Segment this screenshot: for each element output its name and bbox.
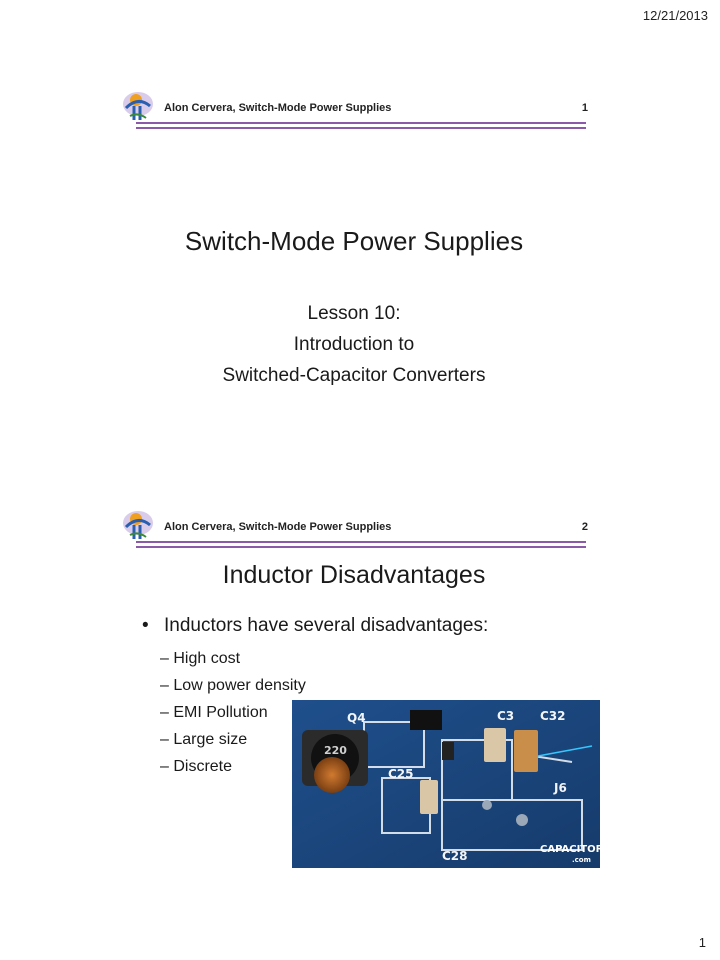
- board-label: J6: [554, 781, 567, 795]
- page-date: 12/21/2013: [642, 8, 708, 23]
- subtitle-line: Introduction to: [293, 334, 415, 355]
- sub-bullet-list: [160, 645, 306, 780]
- sub-bullet-item: – Low power density: [160, 677, 306, 694]
- watermark-text: .com: [572, 856, 591, 864]
- slide-number: 2: [581, 521, 588, 533]
- sub-bullet-item: – Large size: [160, 731, 248, 748]
- subtitle-line: Lesson 10:: [307, 303, 401, 324]
- slide-title: Inductor Disadvantages: [222, 561, 486, 589]
- slide-subtitle: [120, 298, 588, 391]
- bullet-item: [142, 615, 488, 637]
- slide-2: [120, 507, 629, 907]
- slide-1: [120, 88, 588, 488]
- university-logo-icon: [120, 507, 156, 543]
- header-rule: [136, 541, 586, 543]
- slide-header: [120, 507, 588, 551]
- circuit-board-photo: [292, 700, 629, 868]
- board-label: C3: [497, 709, 515, 723]
- board-label: C28: [442, 849, 468, 863]
- page-number: 1: [698, 935, 706, 950]
- board-label: 220: [324, 744, 347, 757]
- board-label: C32: [540, 709, 566, 723]
- slide-title: Switch-Mode Power Supplies: [184, 226, 524, 256]
- university-logo-icon: [120, 88, 156, 124]
- sub-bullet-item: – Discrete: [160, 758, 233, 775]
- slide-header: [120, 88, 588, 132]
- sub-bullet-item: – EMI Pollution: [160, 704, 268, 721]
- header-course-text: Alon Cervera, Switch-Mode Power Supplies: [164, 521, 392, 533]
- circuit-board-image: [292, 700, 629, 868]
- subtitle-line: Switched-Capacitor Converters: [222, 365, 486, 386]
- bullet-text: Inductors have several disadvantages:: [164, 615, 489, 636]
- bullet-dot: •: [142, 615, 149, 636]
- sub-bullet-item: – High cost: [160, 650, 241, 667]
- board-label: C25: [388, 767, 414, 781]
- board-label: Q4: [347, 711, 366, 725]
- header-course-text: Alon Cervera, Switch-Mode Power Supplies: [164, 102, 392, 114]
- header-rule: [136, 122, 586, 124]
- header-rule: [136, 546, 586, 548]
- header-rule: [136, 127, 586, 129]
- watermark-text: CAPACITOR LAB: [540, 844, 629, 855]
- slide-number: 1: [581, 102, 588, 114]
